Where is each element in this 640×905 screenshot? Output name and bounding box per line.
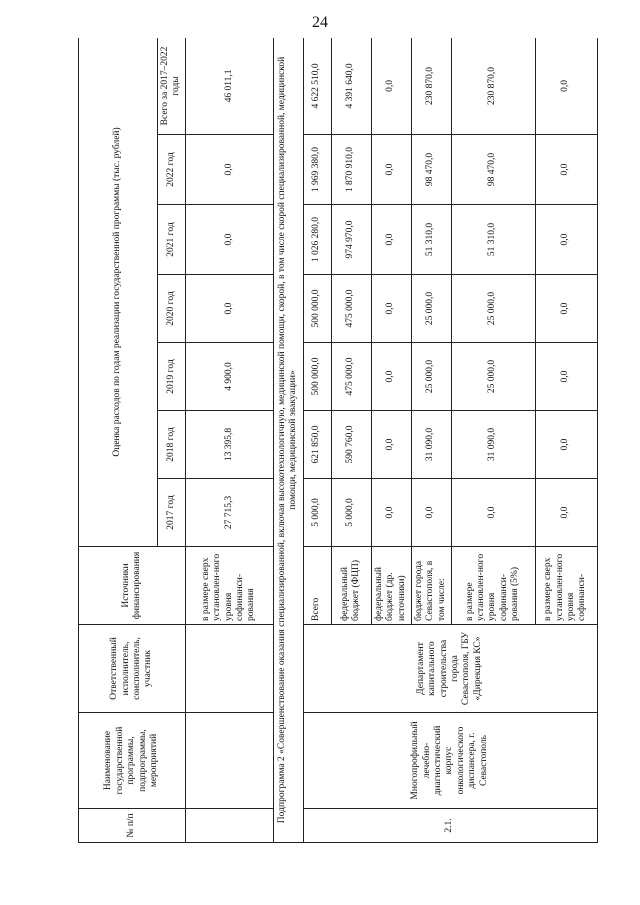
cell-empty — [185, 809, 273, 843]
cell-value: 1 969 380,0 — [303, 135, 331, 205]
cell-value: 0,0 — [535, 411, 597, 479]
cell-total: 4 391 640,0 — [331, 38, 371, 135]
item-number: 2.1. — [303, 809, 597, 843]
header-num: № п/п — [79, 809, 186, 843]
header-year: 2020 год — [158, 275, 186, 343]
cell-value: 500 000,0 — [303, 275, 331, 343]
cell-value: 31 090,0 — [451, 411, 535, 479]
cell-value: 0,0 — [371, 205, 411, 275]
cell-value: 0,0 — [535, 343, 597, 411]
subprogram-row — [273, 38, 303, 843]
cell-value: 5 000,0 — [303, 479, 331, 547]
cell-value: 0,0 — [411, 479, 451, 547]
cell-value: 1 870 910,0 — [331, 135, 371, 205]
cell-value: 0,0 — [371, 343, 411, 411]
item-responsible: Департамент капитального строительства города Севастополя, ГБУ «Дирекция КС» — [303, 625, 597, 713]
table-row — [185, 38, 273, 843]
cell-value: 974 970,0 — [331, 205, 371, 275]
cell-value: 51 310,0 — [411, 205, 451, 275]
cell-value: 621 850,0 — [303, 411, 331, 479]
subprogram-title: Подпрограмма 2 «Совершенствование оказания специализированной, включая высокотехнологичную, медицинской помощи, скорой, в том числе скорой специализированной, медицинской помощи, медицинской эвакуации» — [273, 38, 303, 843]
table-viewport — [78, 38, 610, 843]
cell-value: 5 000,0 — [331, 479, 371, 547]
cell-value: 25 000,0 — [451, 343, 535, 411]
cell-source: в размере сверх установлен-ного уровня софинанси- — [535, 547, 597, 625]
cell-total: 0,0 — [535, 38, 597, 135]
header-total: Всего за 2017–2022 годы — [158, 38, 186, 135]
cell-value: 0,0 — [535, 479, 597, 547]
cell-value: 0,0 — [185, 205, 273, 275]
cell-value: 0,0 — [535, 205, 597, 275]
cell-source: бюджет города Севастополя, в том числе: — [411, 547, 451, 625]
cell-value: 0,0 — [185, 135, 273, 205]
cell-value: 25 000,0 — [411, 343, 451, 411]
cell-empty — [185, 625, 273, 713]
cell-value: 475 000,0 — [331, 275, 371, 343]
cell-value: 0,0 — [371, 479, 411, 547]
cell-empty — [185, 713, 273, 809]
header-responsible: Ответственный исполнитель, соисполнитель, участник — [79, 625, 186, 713]
cell-source: в размере сверх установлен-ного уровня софинанси-рования — [185, 547, 273, 625]
header-row-1 — [79, 38, 158, 843]
cell-value: 0,0 — [371, 275, 411, 343]
cell-value: 25 000,0 — [451, 275, 535, 343]
cell-value: 475 000,0 — [331, 343, 371, 411]
cell-source: в размере установлен-ного уровня софинанси-рования (5%) — [451, 547, 535, 625]
header-year: 2021 год — [158, 205, 186, 275]
header-year: 2018 год — [158, 411, 186, 479]
header-year: 2022 год — [158, 135, 186, 205]
rotated-table-container — [78, 38, 610, 843]
header-year: 2017 год — [158, 479, 186, 547]
cell-value: 98 470,0 — [451, 135, 535, 205]
cell-value: 0,0 — [185, 275, 273, 343]
cell-value: 4 900,0 — [185, 343, 273, 411]
header-estimate: Оценка расходов по годам реализации государственной программы (тыс. рублей) — [79, 38, 158, 547]
header-year: 2019 год — [158, 343, 186, 411]
budget-table — [78, 38, 598, 843]
cell-value: 0,0 — [535, 135, 597, 205]
cell-value: 1 026 280,0 — [303, 205, 331, 275]
cell-total: 230 870,0 — [451, 38, 535, 135]
cell-value: 500 000,0 — [303, 343, 331, 411]
cell-value: 25 000,0 — [411, 275, 451, 343]
cell-total: 46 011,1 — [185, 38, 273, 135]
cell-value: 0,0 — [371, 411, 411, 479]
header-name: Наименование государственной программы, подпрограммы, мероприятий — [79, 713, 186, 809]
cell-value: 31 090,0 — [411, 411, 451, 479]
cell-value: 590 760,0 — [331, 411, 371, 479]
cell-source: Всего — [303, 547, 331, 625]
cell-source: федеральный бюджет (ФЦП) — [331, 547, 371, 625]
cell-total: 230 870,0 — [411, 38, 451, 135]
cell-total: 0,0 — [371, 38, 411, 135]
cell-value: 51 310,0 — [451, 205, 535, 275]
cell-value: 0,0 — [451, 479, 535, 547]
table-row — [303, 38, 331, 843]
cell-value: 27 715,3 — [185, 479, 273, 547]
page-number: 24 — [312, 14, 328, 31]
item-name: Многопрофильный лечебно-диагностический корпус онкологического диспансера, г. Севастополь — [303, 713, 597, 809]
cell-value: 13 395,8 — [185, 411, 273, 479]
cell-value: 98 470,0 — [411, 135, 451, 205]
cell-value: 0,0 — [371, 135, 411, 205]
cell-value: 0,0 — [535, 275, 597, 343]
header-sources: Источники финансирования — [79, 547, 186, 625]
cell-total: 4 622 510,0 — [303, 38, 331, 135]
cell-source: федеральный бюджет (др. источники) — [371, 547, 411, 625]
